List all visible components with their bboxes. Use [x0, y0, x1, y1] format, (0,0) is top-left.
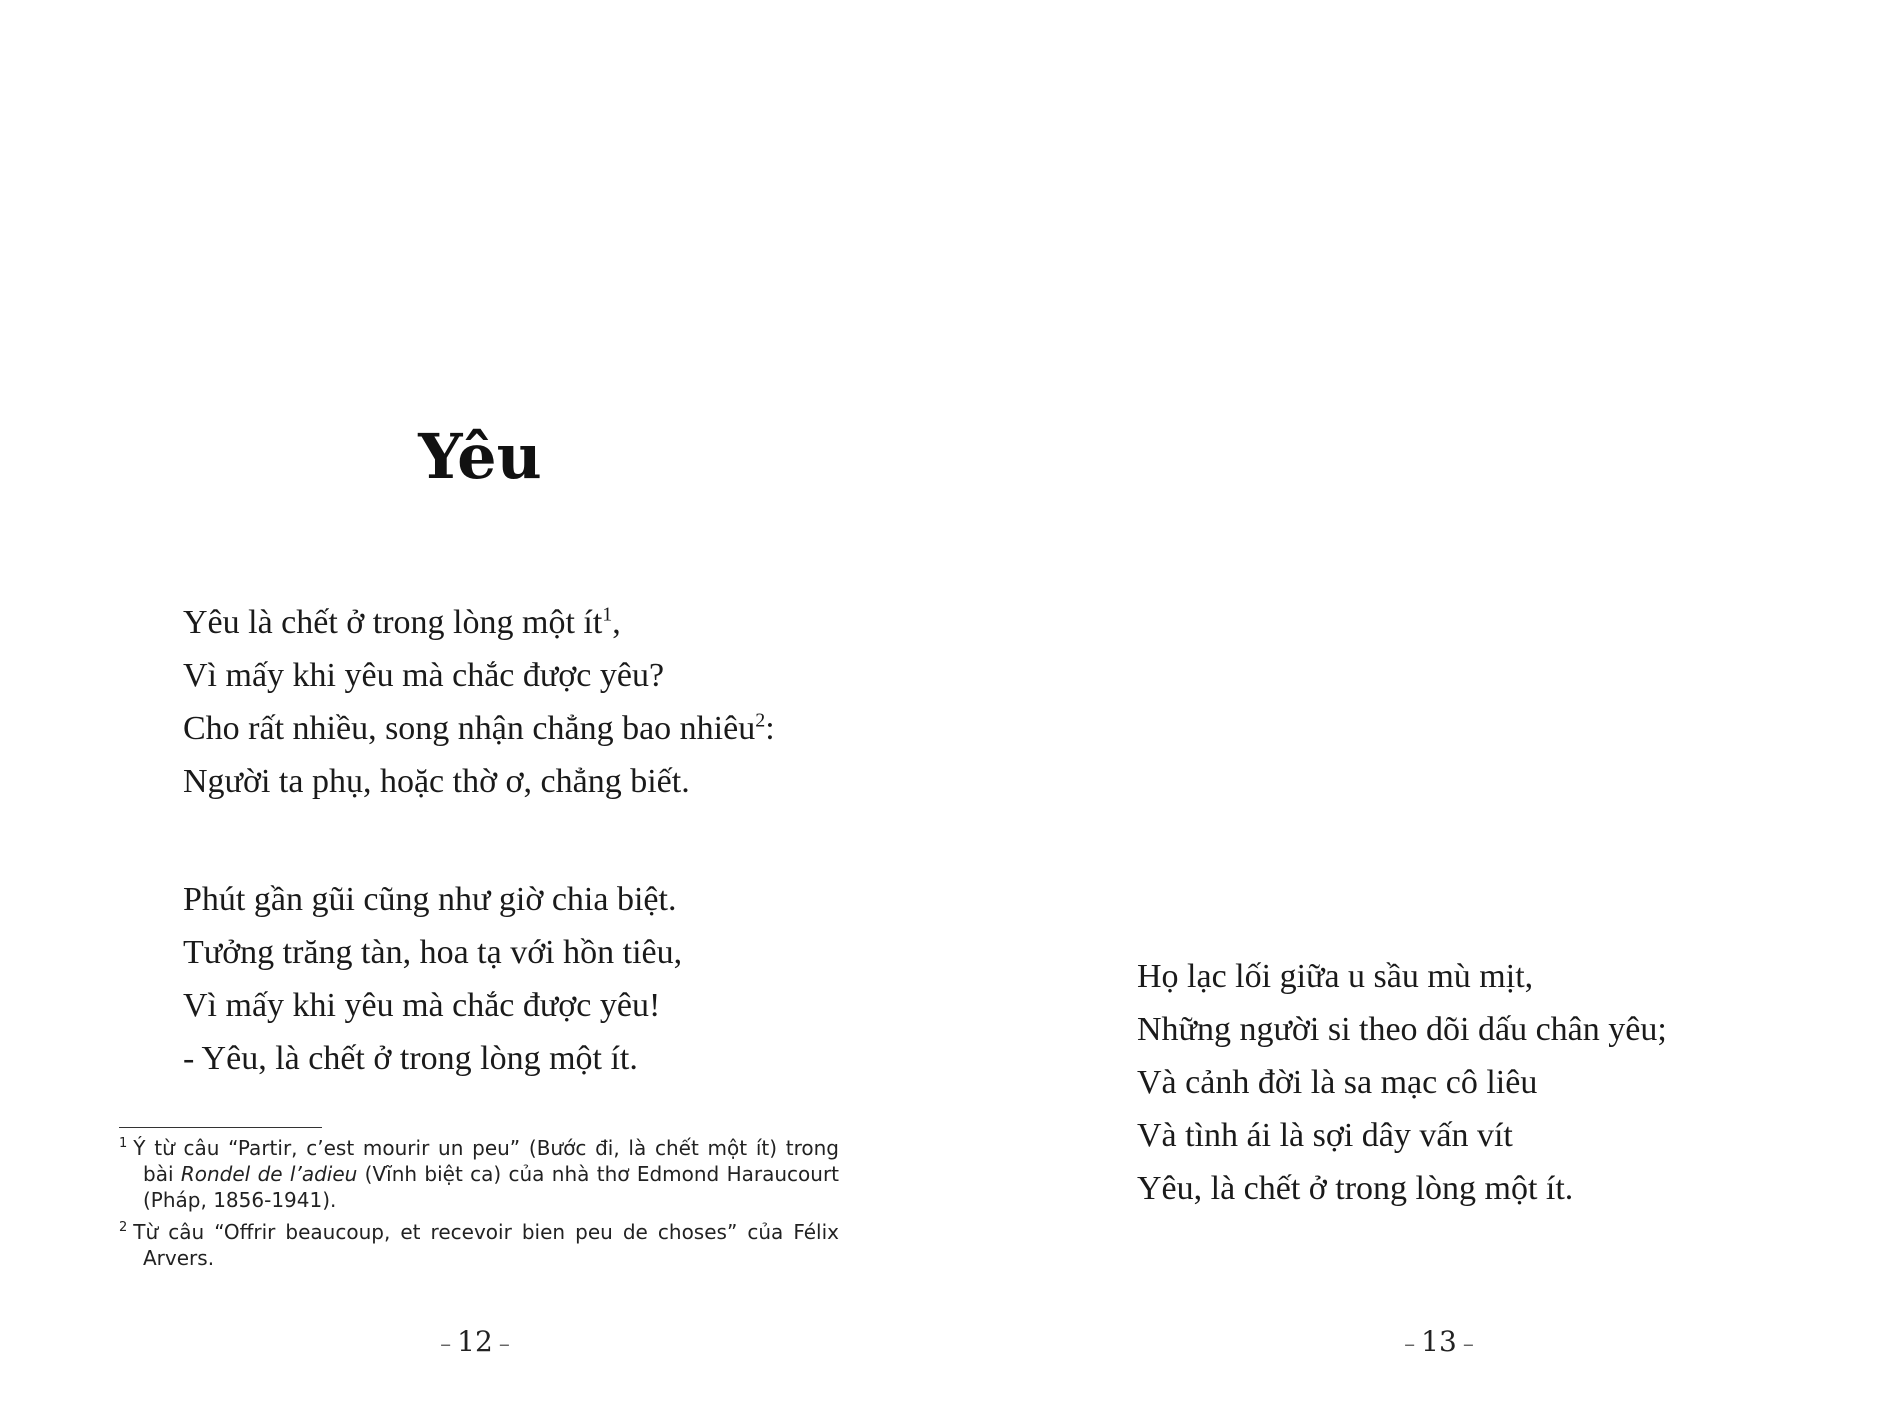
footnote-ref-2[interactable]: 2: [755, 709, 766, 732]
footnote-divider: [119, 1127, 322, 1128]
verse-line: Những người si theo dõi dấu chân yêu;: [1137, 1011, 1667, 1048]
page-number: – 13 –: [1404, 1325, 1474, 1358]
verse-line: Người ta phụ, hoặc thờ ơ, chẳng biết.: [183, 763, 690, 800]
verse-line: Phút gần gũi cũng như giờ chia biệt.: [183, 881, 677, 918]
right-page: [945, 0, 1890, 1417]
footnote-1: $^1$ Ý từ câu “Partir, c’est mourir un peu” (Bước đi, là chết một ít) trong bài Rondel de l’adieu (Vĩnh biệt ca) của nhà thơ Edmond Haraucourt (Pháp, 1856-1941).: [119, 1136, 840, 1212]
footnotes: [119, 1135, 839, 1277]
stanza-3: [1137, 950, 1667, 1215]
verse-line: Vì mấy khi yêu mà chắc được yêu!: [183, 987, 661, 1024]
page-number: – 12 –: [440, 1325, 510, 1358]
verse-line: Vì mấy khi yêu mà chắc được yêu?: [183, 657, 665, 694]
verse-line: - Yêu, là chết ở trong lòng một ít.: [183, 1040, 638, 1077]
verse-line: Yêu, là chết ở trong lòng một ít.: [1137, 1170, 1574, 1207]
verse-line: Và cảnh đời là sa mạc cô liêu: [1137, 1064, 1538, 1101]
verse-line: Họ lạc lối giữa u sầu mù mịt,: [1137, 958, 1534, 995]
verse-line: Và tình ái là sợi dây vấn vít: [1137, 1117, 1513, 1154]
verse-line: Yêu là chết ở trong lòng một $ít^1$,: [183, 603, 621, 641]
footnote-ref-1[interactable]: 1: [602, 603, 613, 626]
stanza-1: [183, 596, 775, 808]
poem-title: Yêu: [418, 420, 542, 493]
footnote-2: $^2$ Từ câu “Offrir beaucoup, et recevoir bien peu de choses” của Félix Arvers.: [119, 1220, 839, 1270]
verse-line: Cho rất nhiều, song nhận chẳng bao nhiêu$^2$:: [183, 709, 775, 747]
verse-line: Tưởng trăng tàn, hoa tạ với hồn tiêu,: [183, 934, 683, 971]
stanza-2: [183, 873, 682, 1085]
